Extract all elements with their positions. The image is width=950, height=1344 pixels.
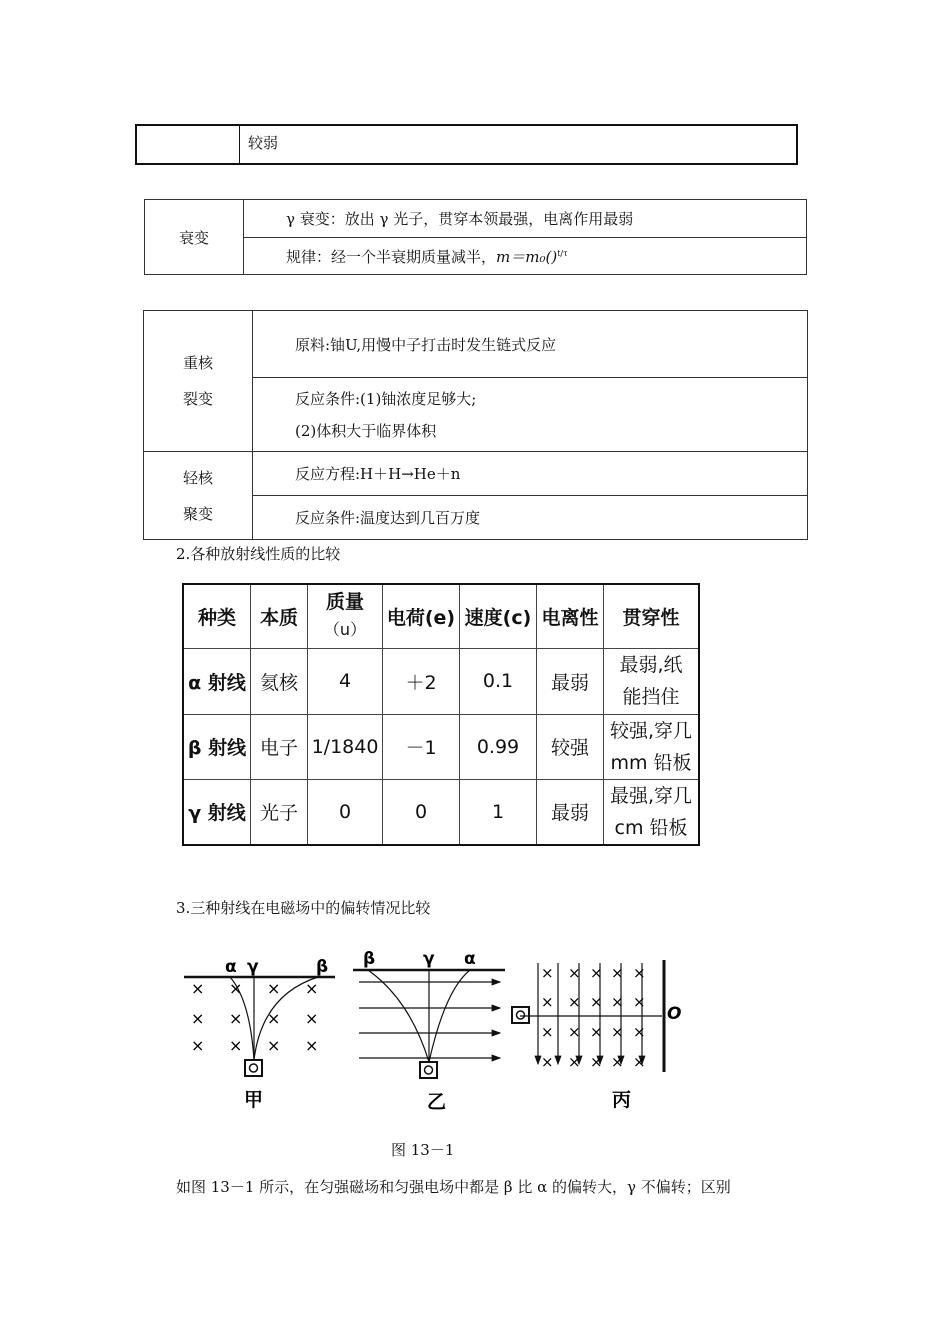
fusion-label-line-2: 聚变 [182,504,213,523]
header-nature: 本质 [251,584,308,648]
cross-mark: × [191,1009,205,1028]
source-dot [250,1064,258,1072]
fission-material-row: 原料:铀U,用慢中子打击时发生链式反应 [253,311,808,378]
cross-mark: × [229,979,243,998]
row-nature: 光子 [251,779,308,845]
section-2-title: 2.各种放射线性质的比较 [176,545,341,563]
cross-mark: × [611,964,624,982]
cross-marks [541,964,646,1071]
cross-mark: × [191,1036,205,1055]
cross-mark: × [229,1009,243,1028]
row-penetration [604,648,700,714]
fission-condition-1: 反应条件:(1)铀浓度足够大; [295,389,477,408]
source-dot [517,1011,525,1019]
fission-label-line-1: 重核 [182,354,213,372]
cross-mark: × [229,1036,243,1055]
cross-mark: × [191,979,205,998]
table-row [183,779,699,845]
cross-mark: × [305,1036,319,1055]
fusion-label-line-1: 轻核 [182,468,213,487]
cross-mark: × [611,1053,624,1071]
row-speed: 0.99 [460,714,537,779]
cross-mark: × [305,1009,319,1028]
nuclear-reaction-table [143,310,808,540]
source-box [420,1062,437,1078]
header-mass-label: 质量 [325,591,364,614]
cross-mark: × [541,964,554,982]
header-mass [308,584,383,648]
section-3-title: 3.三种射线在电磁场中的偏转情况比较 [176,899,431,917]
header-type: 种类 [183,584,251,648]
cross-mark: × [590,993,603,1011]
source-box [245,1060,262,1076]
cross-mark: × [267,979,281,998]
row-penetration [604,779,700,845]
row-penetration-2: mm 铅板 [610,751,692,774]
cross-mark: × [267,1009,281,1028]
decay-table [144,199,807,275]
top-table-empty-cell [136,125,240,164]
row-penetration-1: 最弱,纸 [619,654,683,676]
row-mass: 0 [308,779,383,845]
caption-yi: 乙 [427,1091,447,1113]
cross-mark: × [541,993,554,1011]
figure-bing [512,960,681,1111]
fission-condition-2: (2)体积大于临界体积 [295,421,437,440]
fission-label [144,311,253,452]
row-penetration-1: 较强,穿几 [609,719,693,742]
row-type: β 射线 [183,714,251,779]
source-dot [425,1066,433,1074]
cross-mark: × [568,1023,581,1041]
alpha-path [429,970,470,1062]
cross-marks [191,979,318,1055]
cross-mark: × [590,1053,603,1071]
row-ionization: 最弱 [537,648,604,714]
table-row [183,648,699,714]
header-speed: 速度(c) [460,584,537,648]
row-type: γ 射线 [183,779,251,845]
decay-law-row [244,238,807,275]
row-penetration-1: 最强,穿几 [609,784,693,807]
fusion-condition-row: 反应条件:温度达到几百万度 [253,496,808,540]
cross-mark: × [568,993,581,1011]
ray-comparison-table [182,583,700,846]
cross-mark: × [568,1053,581,1071]
row-nature: 氦核 [251,648,308,714]
cross-mark: × [633,964,646,982]
cross-mark: × [305,979,319,998]
source-box [512,1007,529,1023]
cross-mark: × [633,1023,646,1041]
row-charge: －1 [383,714,460,779]
header-charge: 电荷(e) [383,584,460,648]
figure-jia [184,957,335,1111]
top-table-cell: 较弱 [240,125,798,164]
row-speed: 1 [460,779,537,845]
row-penetration [604,714,700,779]
caption-jia: 甲 [244,1089,264,1111]
row-ionization: 最弱 [537,779,604,845]
cross-mark: × [633,993,646,1011]
decay-label: 衰变 [145,200,244,275]
header-penetration: 贯穿性 [604,584,700,648]
row-penetration-2: 能挡住 [622,686,680,708]
fission-condition-row [253,378,808,452]
row-ionization: 较强 [537,714,604,779]
header-mass-unit: （u） [323,620,367,640]
header-ionization: 电离性 [537,584,604,648]
figure-yi [353,949,505,1113]
label-gamma: γ [247,957,259,977]
row-mass: 1/1840 [308,714,383,779]
label-alpha: α [464,949,476,969]
cross-mark: × [590,964,603,982]
cross-mark: × [611,1023,624,1041]
row-mass: 4 [308,648,383,714]
row-charge: ＋2 [383,648,460,714]
cross-mark: × [590,1023,603,1041]
cross-mark: × [611,993,624,1011]
label-beta: β [363,949,376,969]
label-o: O [667,1004,682,1024]
caption-bing: 丙 [612,1089,632,1111]
row-speed: 0.1 [460,648,537,714]
fusion-equation-row: 反应方程:H＋H→He＋n [253,452,808,496]
decay-law-exponent: t/τ [557,248,568,258]
fusion-label [144,452,253,540]
cross-mark: × [568,964,581,982]
row-charge: 0 [383,779,460,845]
cross-mark: × [267,1036,281,1055]
row-type: α 射线 [183,648,251,714]
label-beta: β [316,957,329,977]
label-alpha: α [225,957,237,977]
figure-caption: 图 13－1 [391,1141,455,1159]
cross-mark: × [541,1023,554,1041]
cross-mark: × [541,1053,554,1071]
beta-path [368,970,429,1062]
decay-law-text: 规律：经一个半衰期质量减半， [286,247,497,266]
label-gamma: γ [423,949,435,969]
body-paragraph: 如图 13－1 所示，在匀强磁场和匀强电场中都是 β 比 α 的偏转大，γ 不偏转；区别 [176,1178,731,1196]
fission-label-line-2: 裂变 [182,390,213,408]
row-penetration-2: cm 铅板 [614,816,688,839]
deflection-figure [170,940,710,1120]
table-row [183,714,699,779]
decay-law-formula: m＝m₀() [496,247,558,266]
top-table [135,124,798,165]
gamma-decay-row: γ 衰变：放出 γ 光子，贯穿本领最强，电离作用最弱 [244,200,807,238]
cross-mark: × [633,1053,646,1071]
row-nature: 电子 [251,714,308,779]
